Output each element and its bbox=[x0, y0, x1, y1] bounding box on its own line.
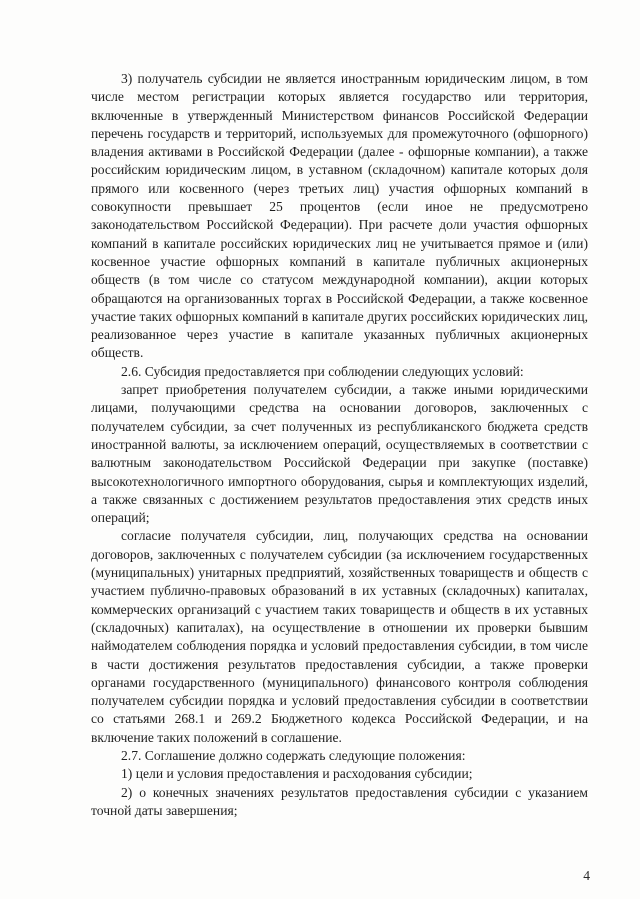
paragraph-currency-ban: запрет приобретения получателем субсидии, а также иными юридическими лицами, получающими средства на основании договоров, заключенных с получателем субсидии, за счет полученных из республиканского бюджета средств иностранной валюты, за исключением операций, осуществляемых в соответствии с валютным законодательством Российской Федерации при закупке (поставке) высокотехнологичного импортного оборудования, сырья и комплектующих изделий, а также связанных с достижением результатов предоставления этих средств иных операций; bbox=[91, 382, 588, 526]
paragraph-consent-inspection: согласие получателя субсидии, лиц, получающих средства на основании договоров, заключенных с получателем субсидии (за исключением государственных (муниципальных) унитарных предприятий, хозяйственных товариществ и обществ с участием публично-правовых образований в их уставных (складочных) капиталах, коммерческих организаций с участием таких товариществ и обществ в их уставных (складочных) капиталах), на осуществление в отношении их проверки бывшим наймодателем соблюдения порядка и условий предоставления субсидии, в том числе в части достижения результатов предоставления субсидии, а также проверки органами государственного (муниципального) финансового контроля соблюдения получателем субсидии порядка и условий предоставления субсидии в соответствии со статьями 268.1 и 269.2 Бюджетного кодекса Российской Федерации, и на включение таких положений в соглашение. bbox=[91, 528, 588, 745]
paragraph-offshore-condition: 3) получатель субсидии не является иностранным юридическим лицом, в том числе местом регистрации которых является государство или территория, включенные в утвержденный Министерством финансов Российской Федерации перечень государств и территорий, используемых для промежуточного (офшорного) владения активами в Российской Федерации (далее - офшорные компании), а также российским юридическим лицом, в уставном (складочном) капитале которых доля прямого или косвенного (через третьих лиц) участия офшорных компаний в совокупности превышает 25 процентов (если иное не предусмотрено законодательством Российской Федерации). При расчете доли участия офшорных компаний в капитале российских юридических лиц не учитывается прямое и (или) косвенное участие офшорных компаний в капитале публичных акционерных обществ (в том числе со статусом международной компании), акции которых обращаются на организованных торгах в Российской Федерации, а также косвенное участие таких офшорных компаний в капитале других российских юридических лиц, реализованное через участие в капитале указанных публичных акционерных обществ. bbox=[91, 71, 588, 361]
body-text bbox=[91, 70, 588, 820]
page-number: 4 bbox=[583, 868, 590, 883]
paragraph-2-7-heading: 2.7. Соглашение должно содержать следующие положения: bbox=[121, 747, 466, 763]
list-item-final-results: 2) о конечных значениях результатов предоставления субсидии с указанием точной даты завершения; bbox=[91, 784, 588, 818]
paragraph-2-6-heading: 2.6. Субсидия предоставляется при соблюдении следующих условий: bbox=[121, 363, 524, 379]
list-item-goals: 1) цели и условия предоставления и расходования субсидии; bbox=[121, 766, 473, 782]
